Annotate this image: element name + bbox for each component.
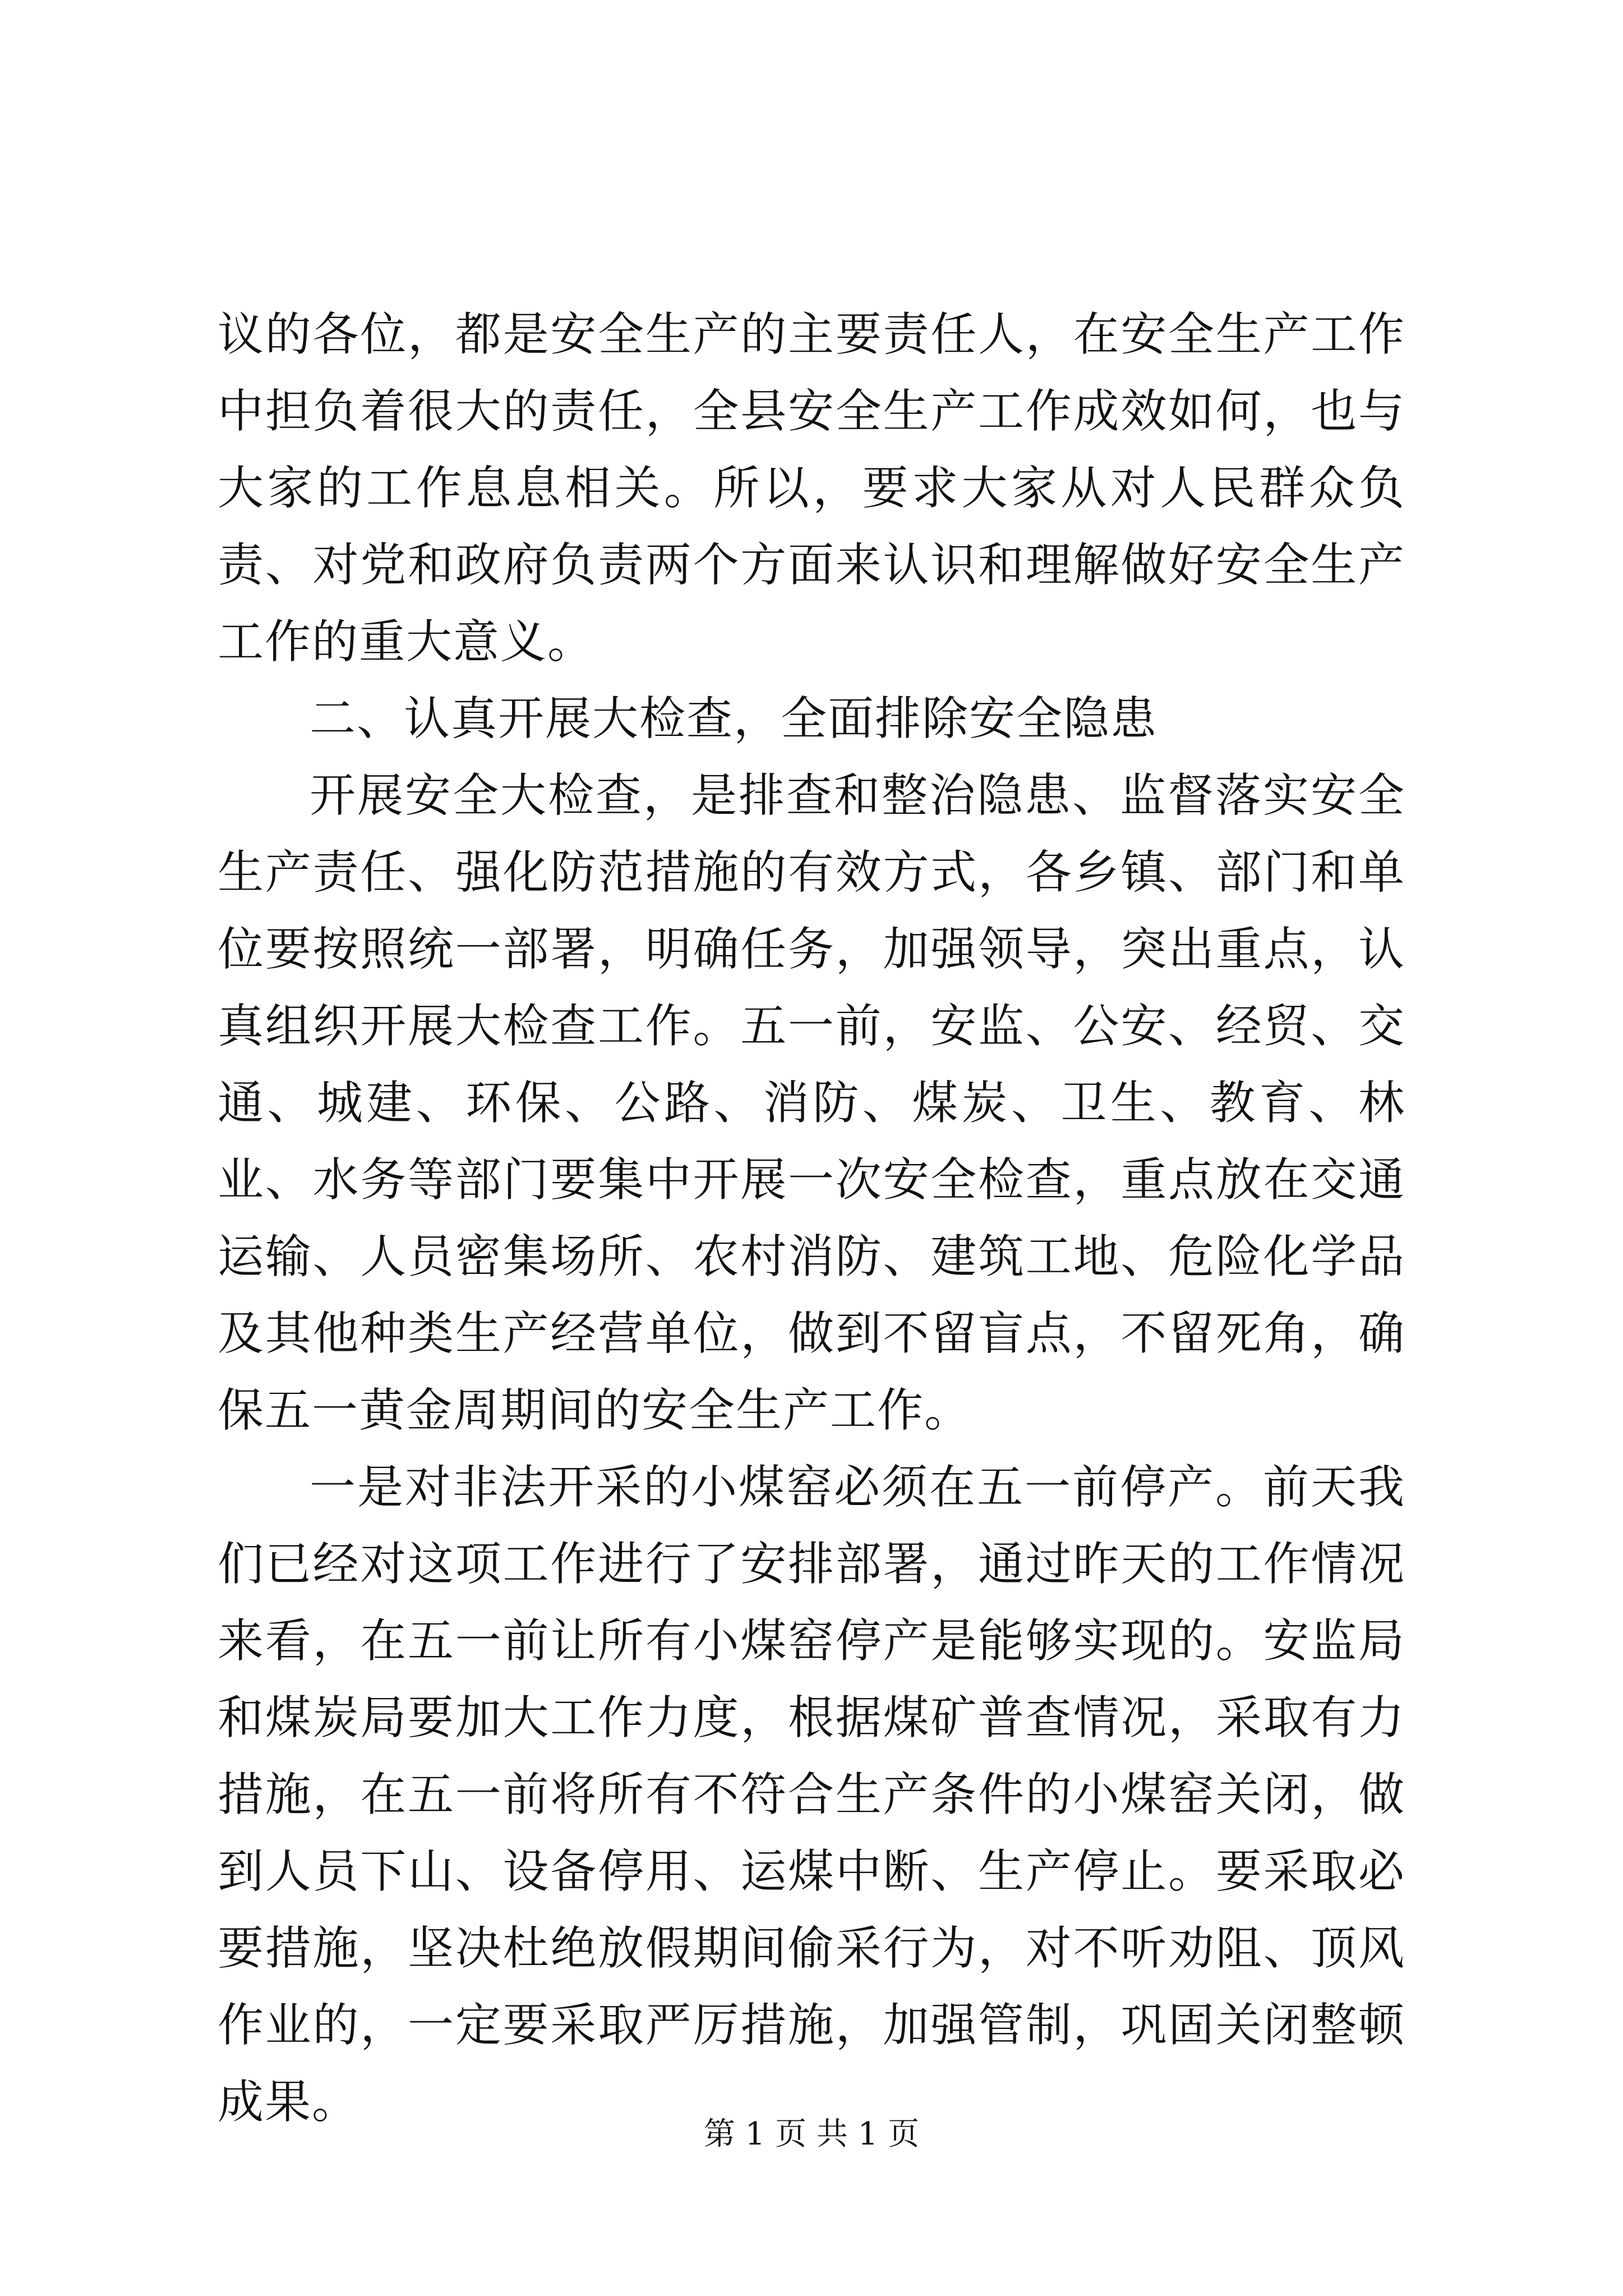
- paragraph-continuation: 议的各位，都是安全生产的主要责任人，在安全生产工作中担负着很大的责任，全县安全生产工作成效如何，也与大家的工作息息相关。所以，要求大家从对人民群众负责、对党和政府负责两个方面来认识和理解做好安全生产工作的重大意义。: [218, 308, 1405, 669]
- page-number-footer: 第 1 页 共 1 页: [703, 2116, 920, 2152]
- paragraph-coal-mines: 一是对非法开采的小煤窑必须在五一前停产。前天我们已经对这项工作进行了安排部署，通过昨天的工作情况来看，在五一前让所有小煤窑停产是能够实现的。安监局和煤炭局要加大工作力度，根据煤矿普查情况，采取有力措施，在五一前将所有不符合生产条件的小煤窑关闭，做到人员下山、设备停用、运煤中断、生产停止。要采取必要措施，坚决杜绝放假期间偷采行为，对不听劝阻、顶风作业的，一定要采取严厉措施，加强管制，巩固关闭整顿成果。: [218, 1461, 1405, 2129]
- document-body: [218, 296, 1405, 2141]
- paragraph-inspection: 开展安全大检查，是排查和整治隐患、监督落实安全生产责任、强化防范措施的有效方式，各乡镇、部门和单位要按照统一部署，明确任务，加强领导，突出重点，认真组织开展大检查工作。五一前，安监、公安、经贸、交通、城建、环保、公路、消防、煤炭、卫生、教育、林业、水务等部门要集中开展一次安全检查，重点放在交通运输、人员密集场所、农村消防、建筑工地、危险化学品及其他种类生产经营单位，做到不留盲点，不留死角，确保五一黄金周期间的安全生产工作。: [218, 769, 1405, 1437]
- section-heading: 二、认真开展大检查，全面排除安全隐患: [310, 692, 1158, 746]
